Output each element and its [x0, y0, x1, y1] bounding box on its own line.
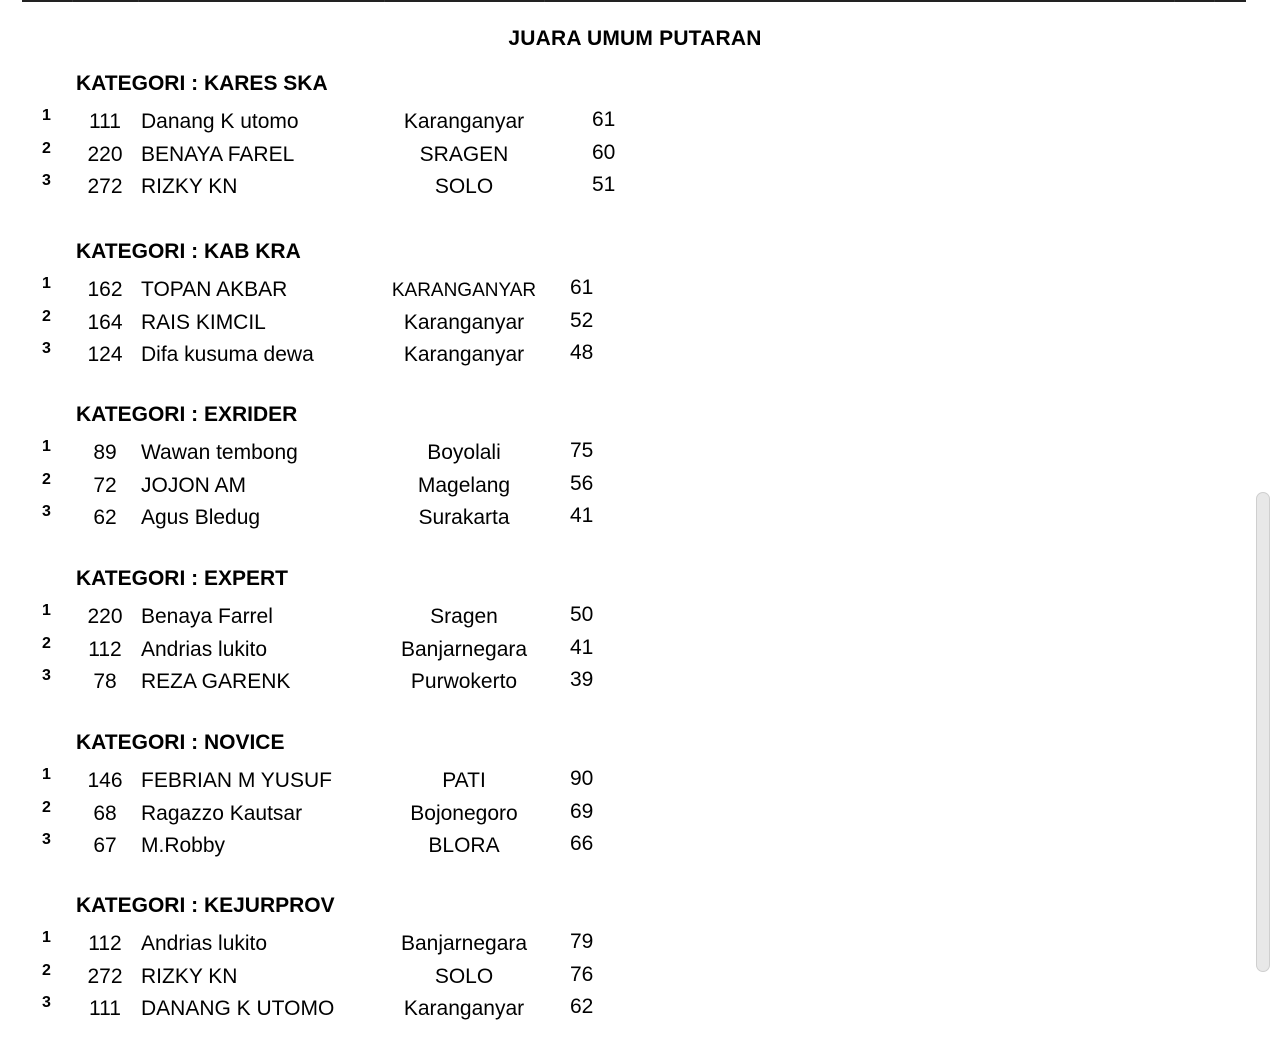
rider-city: SOLO — [434, 965, 494, 988]
rider-number: 164 — [87, 311, 123, 334]
result-row — [0, 766, 700, 795]
result-row — [0, 438, 700, 467]
rider-score: 66 — [570, 832, 594, 855]
rank-number: 1 — [42, 602, 51, 619]
rider-name: Wawan tembong — [141, 441, 298, 464]
rider-city: Banjarnegara — [400, 932, 528, 955]
result-row — [0, 503, 700, 532]
rider-number: 62 — [93, 506, 117, 529]
rider-city: KARANGANYAR — [391, 280, 537, 301]
rider-name: RAIS KIMCIL — [141, 311, 266, 334]
rider-score: 79 — [570, 930, 594, 953]
rider-score: 41 — [570, 504, 594, 527]
rider-score: 75 — [570, 439, 594, 462]
rider-number: 112 — [88, 638, 122, 661]
rider-name: Benaya Farrel — [141, 605, 273, 628]
rider-city: Banjarnegara — [400, 638, 528, 661]
rider-city: Purwokerto — [410, 670, 518, 693]
category-title: KATEGORI : KAB KRA — [76, 240, 301, 263]
rider-number: 67 — [93, 834, 117, 857]
rider-score: 41 — [570, 636, 594, 659]
rider-name: JOJON AM — [141, 474, 247, 497]
rider-score: 50 — [570, 603, 594, 626]
rider-number: 89 — [93, 441, 117, 464]
rank-number: 2 — [42, 308, 51, 325]
rider-number: 68 — [93, 802, 117, 825]
rider-score: 56 — [570, 472, 594, 495]
rank-number: 3 — [42, 994, 51, 1011]
previous-table-bottom-edge — [22, 0, 1246, 2]
rank-number: 3 — [42, 503, 51, 520]
rank-number: 1 — [42, 766, 51, 783]
rider-name: Andrias lukito — [141, 932, 268, 955]
result-row — [0, 962, 700, 991]
rider-city: Boyolali — [427, 441, 501, 464]
rank-number: 3 — [42, 340, 51, 357]
rider-name: Agus Bledug — [141, 506, 261, 529]
vertical-scrollbar[interactable] — [1256, 492, 1270, 972]
result-row — [0, 831, 700, 860]
rider-number: 220 — [87, 143, 123, 166]
rank-number: 2 — [42, 962, 51, 979]
result-row — [0, 140, 700, 169]
rank-number: 3 — [42, 172, 51, 189]
category-title: KATEGORI : EXRIDER — [76, 403, 298, 426]
rider-number: 272 — [87, 965, 123, 988]
rank-number: 3 — [42, 831, 51, 848]
result-row — [0, 602, 700, 631]
category-title: KATEGORI : NOVICE — [76, 731, 285, 754]
rank-number: 3 — [42, 667, 51, 684]
rank-number: 2 — [42, 140, 51, 157]
result-row — [0, 107, 700, 136]
result-row — [0, 340, 700, 369]
rider-name: BENAYA FAREL — [141, 143, 295, 166]
rider-number: 112 — [88, 932, 122, 955]
rider-number: 72 — [93, 474, 117, 497]
rider-number: 111 — [89, 997, 121, 1020]
rider-score: 52 — [570, 309, 594, 332]
rider-city: Karanganyar — [403, 110, 525, 133]
rider-name: Danang K utomo — [141, 110, 299, 133]
rider-city: SOLO — [434, 175, 494, 198]
rider-name: RIZKY KN — [141, 175, 238, 198]
table-column-divider — [1174, 0, 1175, 2]
rider-score: 39 — [570, 668, 594, 691]
category-title: KATEGORI : KARES SKA — [76, 72, 328, 95]
rider-score: 69 — [570, 800, 594, 823]
rank-number: 2 — [42, 635, 51, 652]
rank-number: 1 — [42, 929, 51, 946]
result-row — [0, 471, 700, 500]
rider-number: 220 — [87, 605, 123, 628]
rider-city: Bojonegoro — [410, 802, 518, 825]
rider-name: RIZKY KN — [141, 965, 238, 988]
result-row — [0, 994, 700, 1023]
rider-name: REZA GARENK — [141, 670, 291, 693]
rider-city: Karanganyar — [403, 997, 525, 1020]
rider-score: 76 — [570, 963, 594, 986]
table-column-divider — [544, 0, 545, 2]
table-column-divider — [72, 0, 73, 2]
rider-city: Karanganyar — [403, 343, 525, 366]
rider-name: Andrias lukito — [141, 638, 268, 661]
result-row — [0, 929, 700, 958]
result-row — [0, 667, 700, 696]
rider-city: Surakarta — [418, 506, 510, 529]
rank-number: 2 — [42, 799, 51, 816]
rider-city: Sragen — [430, 605, 498, 628]
rider-name: DANANG K UTOMO — [141, 997, 335, 1020]
result-row — [0, 799, 700, 828]
rider-name: Ragazzo Kautsar — [141, 802, 303, 825]
result-row — [0, 172, 700, 201]
rider-name: TOPAN AKBAR — [141, 278, 288, 301]
rank-number: 1 — [42, 275, 51, 292]
table-column-divider — [1214, 0, 1215, 2]
rider-city: BLORA — [428, 834, 500, 857]
table-column-divider — [384, 0, 385, 2]
rank-number: 2 — [42, 471, 51, 488]
rider-name: Difa kusuma dewa — [141, 343, 314, 366]
rider-city: PATI — [442, 769, 486, 792]
rider-number: 78 — [93, 670, 117, 693]
rider-number: 146 — [87, 769, 123, 792]
result-row — [0, 275, 700, 304]
rider-score: 61 — [592, 108, 616, 131]
rider-score: 48 — [570, 341, 594, 364]
rider-score: 61 — [570, 276, 594, 299]
result-row — [0, 308, 700, 337]
rider-city: Magelang — [417, 474, 511, 497]
table-column-divider — [138, 0, 139, 2]
rider-score: 90 — [570, 767, 594, 790]
category-title: KATEGORI : KEJURPROV — [76, 894, 335, 917]
rank-number: 1 — [42, 107, 51, 124]
rider-name: FEBRIAN M YUSUF — [141, 769, 332, 792]
rank-number: 1 — [42, 438, 51, 455]
rider-score: 60 — [592, 141, 616, 164]
rider-score: 51 — [592, 173, 616, 196]
rider-number: 162 — [87, 278, 123, 301]
rider-city: SRAGEN — [419, 143, 509, 166]
result-row — [0, 635, 700, 664]
rider-number: 111 — [89, 110, 121, 133]
category-title: KATEGORI : EXPERT — [76, 567, 288, 590]
rider-number: 124 — [87, 343, 123, 366]
page-title: JUARA UMUM PUTARAN — [508, 27, 762, 50]
rider-city: Karanganyar — [403, 311, 525, 334]
rider-number: 272 — [87, 175, 123, 198]
rider-name: M.Robby — [141, 834, 226, 857]
rider-score: 62 — [570, 995, 594, 1018]
